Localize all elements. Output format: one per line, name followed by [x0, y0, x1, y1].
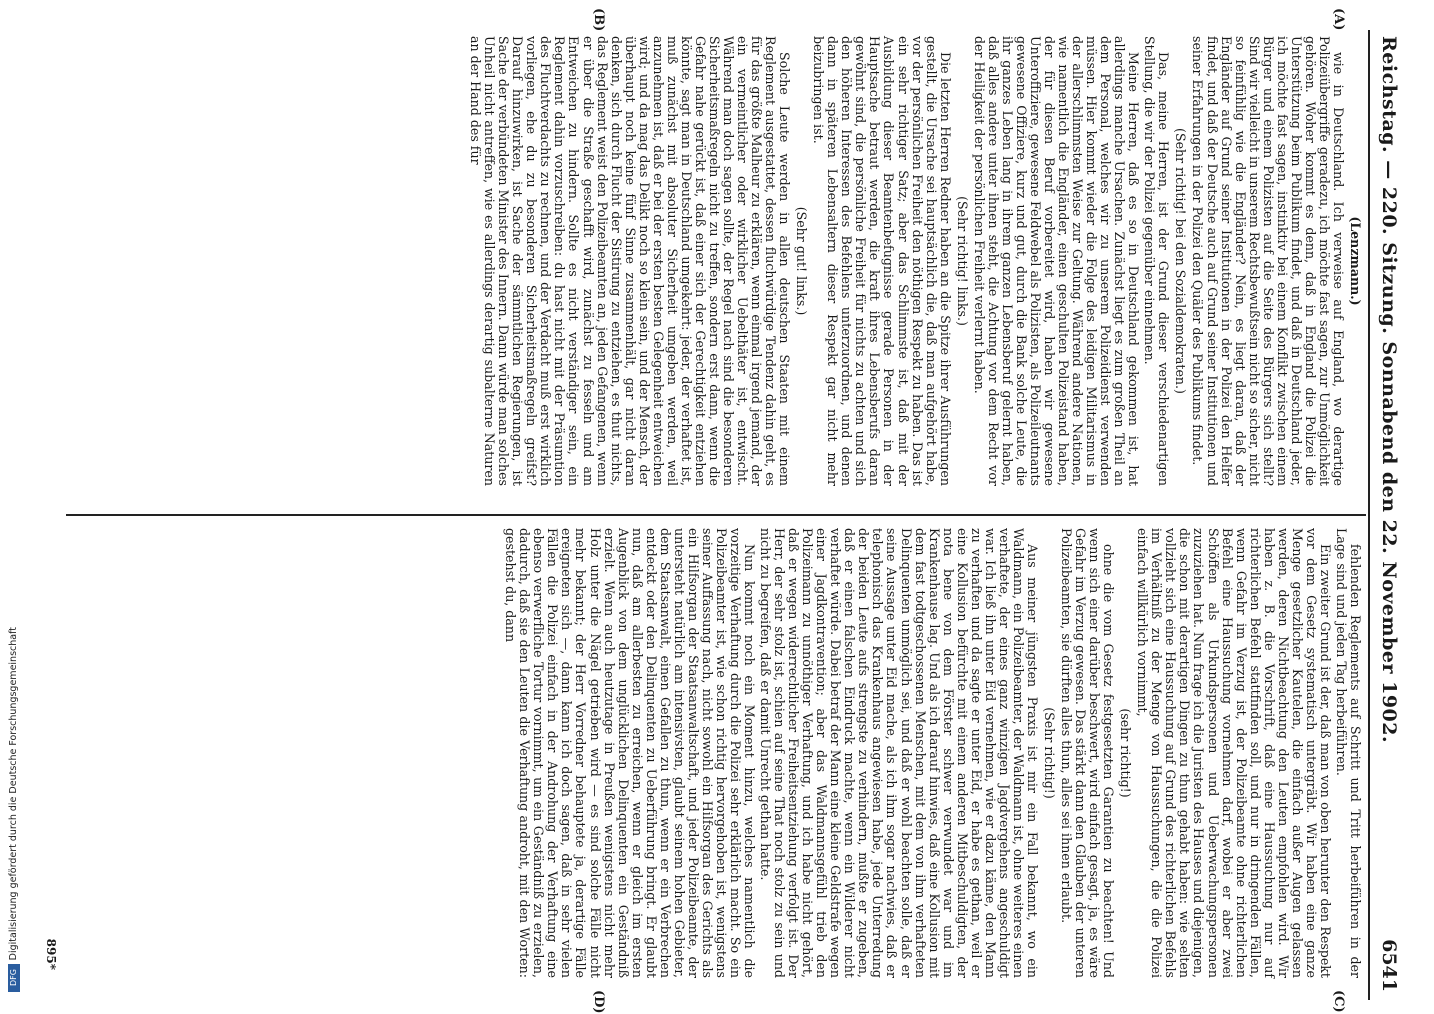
paragraph: Aus meiner jüngsten Praxis ist mir ein Fall bekannt, wo ein Waldmann, ein Polizeibeamter, der Waldmann ist, ohne weiteres einen verhaftete, der eines ganz winzigen Jagdvergehens angeschuldigt war. Ich ließ ihn unter Eid vernehmen, wie er dazu käme, den Mann zu verhaften und da sagte er unter Eid, er habe es gethan, weil er eine Kollusion befürchte mit einem anderen Mitbeschuldigten, der nota bene von dem Förster schwer verwundet war und im Krankenhause lag. Und als ich darauf hinwies, daß eine Kollusion mit dem fast todtgeschossenen Menschen, mit dem von ihm verhafteten Delinquenten unmöglich sei, und daß er wohl beachten solle, daß er seine Aussage unter Eid mache, als ich ihm sogar nachwies, daß er telephonisch das Krankenhaus angewiesen habe, jede Unterredung der beiden Leute aufs strengste zu verhindern, mußte er zugeben, daß er einen falschen Eindruck machte, wenn ein Wilderer nicht verhaftet würde. Dabei betraf der Mann eine kleine Geldstrafe wegen einer Jagdkontravention; aber das Waldmannsgefühl trieb den Polizeimann zu unnöthiger Verhaftung, und ich habe nicht gehört, daß er wegen widerrechtlicher Freiheitsentziehung verfolgt ist. Der Herr, der sehr stolz ist, schien auf seine That noch stolz zu sein und nicht zu begreifen, daß er damit Unrecht gethan hatte.	[758, 528, 1040, 978]
sheet-signature: 895*	[44, 938, 58, 970]
running-header	[1368, 30, 1406, 1000]
margin-mark-a: (A)	[1331, 8, 1346, 31]
paragraph: Die letzten Herren Redner haben an die Spitze ihrer Ausführungen gestellt, die Ursache sei hauptsächlich die, daß man aufgehört habe, vor der persönlichen Freiheit den nöthigen Respekt zu haben. Das ist ein sehr richtiger Satz; aber das Schlimmste ist, daß mit der Ausbildung dieser Beamtenbefugnisse gerade Personen in der Hauptsache betraut werden, die kraft ihres Lebensberufs daran gewöhnt sind, die persönliche Freiheit für nichts zu achten und sich den höheren Interessen des Befehlens unterzuordnen, und denen dann in späteren Lebensaltern dieser Respekt gar nicht mehr beizubringen ist.	[811, 36, 953, 486]
left-column	[68, 36, 1362, 486]
margin-mark-c: (C)	[1331, 990, 1346, 1013]
paragraph: Nun kommt noch ein Moment hinzu, welches namentlich die vorzeitige Verhaftung durch die Polizei sehr erklärlich macht. So ein Polizeibeamter ist, wie schon richtig hervorgehoben ist, wenigstens seiner Auffassung nach, nicht sowohl ein Hilfsorgan des Gerichts als ein Hilfsorgan der Staatsanwaltschaft, und jeder Polizeibeamte, der untersteht natürlich am intensivsten, glaubt seinem hohen Gebieter, dem Staatsanwalt, einen Gefallen zu thun, wenn er ein Verbrechen entdeckt oder den Delinquenten zu Ueberführung bringt. Er glaubt nun, daß am allerbesten zu erreichen, wenn er gleich im ersten Augenblick von dem unglücklichen Delinquenten ein Geständniß erzielt. Wenn auch heutzutage in Preußen wenigstens nicht mehr Holz unter die Nägel getrieben wird — es sind solche Fälle nicht mehr bekannt; der Herr Vorredner behauptete ja, derartige Fälle ereigneten sich —, dann kann ich doch sagen, daß in sehr vielen Fällen die Polizei einfach in der Androhung der Verhaftung eine ebenso verwerfliche Tortur vornimmt, um ein Geständniß zu erzielen, dadurch, daß sie den Leuten die Verhaftung androht, mit den Worten: gestehst du, dann	[503, 528, 758, 978]
interjection: (Sehr richtig!)	[1042, 707, 1058, 799]
header-title: Reichstag. — 220. Sitzung. Sonnabend den 22. November 1902.	[1378, 36, 1400, 744]
speaker-name: (Lenzmann.)	[1348, 216, 1363, 306]
header-rule	[1368, 30, 1370, 1000]
margin-mark-d: (D)	[591, 990, 606, 1014]
interjection: (Sehr richtig! bei den Sozialdemokraten.)	[1173, 128, 1189, 394]
margin-mark-b: (B)	[591, 8, 606, 32]
dfg-logo: DFG	[8, 964, 20, 992]
rotated-page-content	[44, 8, 1406, 1014]
interjection: (sehr richtig!)	[1118, 708, 1134, 798]
paragraph: fehlenden Reglements auf Schritt und Tritt herbeiführen in der Lage sind und jeden Tag herbeiführen.	[1333, 528, 1363, 978]
interjection: (Sehr gut! links.)	[794, 206, 810, 316]
paragraph: Solche Leute werden in allen deutschen Staaten mit einem Reglement ausgestattet, dessen fluchwürdige Tendenz dahin geht, es für das größte Malheur zu erklären, wenn einmal irgend jemand, der ein vermeintlicher oder wirklicher Uebelthäter ist, entwischt. Während man doch sagen sollte, der Regel nach sind die besonderen Sicherheitsmaßregeln nicht zu treffen, sondern erst dann, wenn die Gefahr nahe gerückt ist, daß einer sich der Gerechtigkeit entziehen könnte, sagt man in Deutschland umgekehrt: jeder, der verhaftet ist, muß zunächst mit absoluter Sicherheit umgeben werden, weil anzunehmen ist, daß er bei der ersten besten Gelegenheit entweichen wird; und da mag das Delikt noch so klein sein, und der Mensch, der überhaupt noch keine fünf Sinne zusammenhält, gar nicht daran denken, sich durch Flucht der Sistirung zu entziehen, es thut nichts, das Reglement weist den Polizeibeamten an, jeden Gefangenen, wenn er über die Straße geschafft wird, zunächst zu fesseln und am Entweichen zu hindern. Sollte es nicht verständiger sein, ein Reglement dahin vorzuschreiben: du hast nicht mit der Präsumtion des Fluchtverdachts zu rechnen, und der Verdacht muß erst wirklich vorliegen, ehe du zu besonderen Sicherheitsmaßregeln greifst? Darauf hinzuwirken, ist Sache der sämmtlichen Regierungen, ist Sache der verbündeten Minister des Innern. Dann würde man solches Unheil nicht antreffen, wie es allerdings derartig subalterne Naturen an der Hand des für	[468, 36, 793, 486]
right-column	[68, 528, 1362, 978]
interjection: (Sehr richtig! links.)	[954, 196, 970, 326]
credit-text: Digitalisierung gefördert durch die Deutsche Forschungsgemeinschaft	[8, 626, 19, 960]
paragraph: Meine Herren, daß es so in Deutschland gekommen ist, hat allerdings manche Ursachen. Zunächst liegt es zum großen Theil an dem Personal, welches wir zu unserem Polizeidienst verwenden müssen. Hier kommt wieder die Folge des leidigen Militarismus in der allerschlimmsten Weise zur Geltung. Während andere Nationen, wie namentlich die Engländer, einen geschulten Polizeistand haben, der für diesen Beruf vorbereitet wird, haben wir gewesene Unteroffiziere, gewesene Feldwebel als Polizisten, als Polizeileutnants gewesene Offiziere, kurz und gut, durch die Bank solche Leute, die ihr ganzes Leben lang in ihrem ganzen Lebensberuf gelernt haben, daß alles andere unter ihnen steht, die Achtung vor dem Recht vor der Heiligkeit der persönlichen Freiheit verlernt haben.	[971, 36, 1142, 486]
paragraph: ohne die vom Gesetz festgesetzten Garantien zu beachten! Und wenn sich einer darüber beschwert, wird einfach gesagt, ja, es wäre Gefahr im Verzug gewesen. Das stärkt dann den Glauben der unteren Polizeibeamten, sie dürften alles thun, alles sei ihnen erlaubt.	[1059, 528, 1117, 978]
paragraph: Ein zweiter Grund ist der, daß man von oben herunter den Respekt vor dem Gesetz systematisch untergräbt. Wir haben eine ganze Menge gesetzlicher Kautelen, die einfach außer Augen gelassen werden, deren Nichtbeachtung den Leuten empfohlen wird. Wir haben z. B. die Vorschrift, daß eine Haussuchung nur auf richterlichen Befehl stattfinden soll, und nur in dringenden Fällen, wenn Gefahr im Verzug ist, der Polizeibeamte ohne richterlichen Befehl eine Haussuchung vornehmen darf, wobei er aber zwei Schöffen als Urkundspersonen und Ueberwachungspersonen zuzuziehen hat. Nun frage ich die Juristen des Hauses und diejenigen, die schon mit derartigen Dingen zu thun gehabt haben: wie selten vollzieht sich eine Haussuchung auf Grund des richterlichen Befehls im Verhältniß zu der Menge von Haussuchungen, die die Polizei einfach willkürlich vornimmt,	[1135, 528, 1333, 978]
page-number: 6541	[1378, 939, 1400, 992]
paragraph: Das, meine Herren, ist der Grund dieser verschiedenartigen Stellung, die wir der Polizei gegenüber einnehmen.	[1142, 36, 1172, 486]
digitization-credit	[6, 2, 24, 992]
paragraph: wie in Deutschland. Ich verweise auf England, wo derartige Polizeiübergriffe geradezu, ich möchte fast sagen, zur Unmöglichkeit gehören. Woher kommt es denn, daß in England die Polizei die Unterstützung beim Publikum findet, und daß in Deutschland jeder, ich möchte fast sagen, instinktiv bei einem Konflikt zwischen einem Bürger und einem Polizisten auf die Seite des Bürgers sich stellt? Sind wir vielleicht in unserem Rechtsbewußtsein nicht so sicher, nicht so feinfühlig wie die Engländer? Nein, es liegt daran, daß der Engländer auf Grund seiner Institutionen in der Polizei den Helfer findet, und daß der Deutsche auch auf Grund seiner Institutionen und seiner Erfahrungen in der Polizei den Quäler des Publikums findet.	[1190, 36, 1346, 486]
column-divider	[66, 514, 1366, 516]
